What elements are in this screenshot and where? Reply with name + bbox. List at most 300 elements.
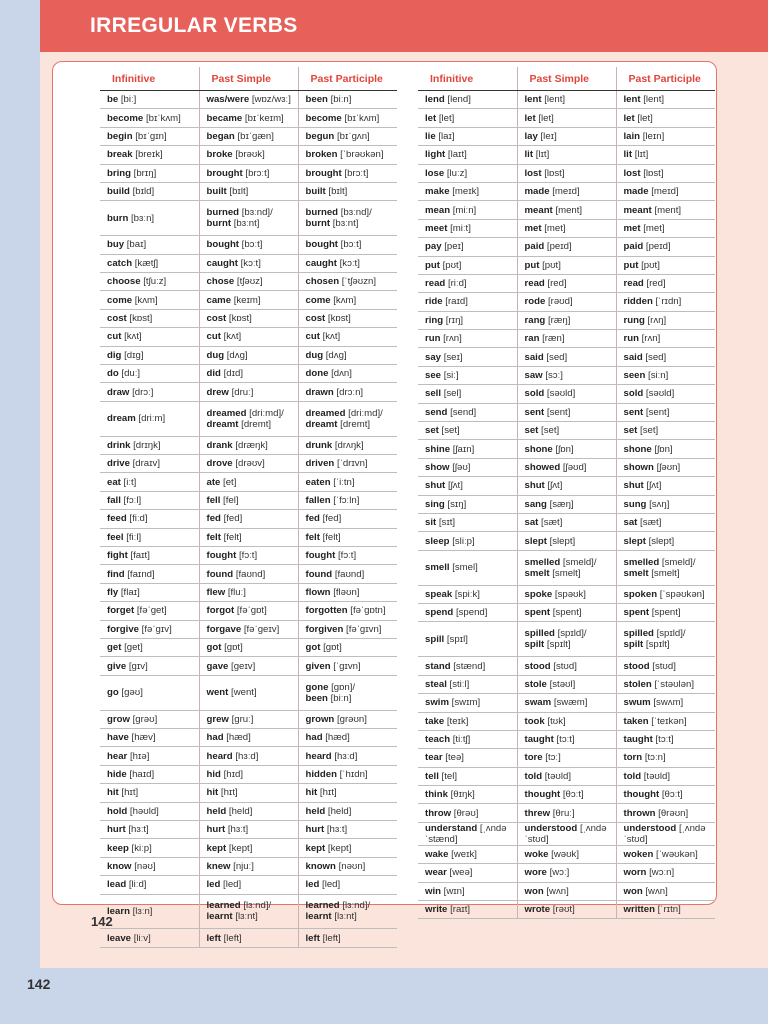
phonetic-transcription: [hɪt] <box>121 787 139 799</box>
phonetic-transcription: [dremt] <box>241 418 272 430</box>
verb-form: see <box>425 370 442 382</box>
verb-row <box>418 712 715 730</box>
phonetic-transcription: [tʊk] <box>547 715 566 727</box>
verb-form: fought <box>305 550 336 562</box>
verb-form: sat <box>524 517 539 529</box>
verb-row <box>100 857 397 875</box>
verb-form: spent <box>623 607 650 619</box>
past-participle-cell <box>616 657 715 675</box>
infinitive-cell <box>100 201 199 236</box>
verb-form: chosen <box>305 276 340 288</box>
infinitive-cell <box>418 91 517 109</box>
phonetic-transcription: [stʊd] <box>652 660 676 672</box>
past-simple-cell <box>199 876 298 894</box>
phonetic-transcription: [fəˈgɪv] <box>141 623 172 635</box>
verb-form: light <box>425 149 446 161</box>
verb-form: got <box>305 642 321 654</box>
verb-form: threw <box>524 807 551 819</box>
phonetic-transcription: [spent] <box>552 607 582 619</box>
phonetic-transcription: [drɔːn] <box>336 386 364 398</box>
phonetic-transcription: [lɜːnd]/ <box>243 900 272 912</box>
infinitive-cell <box>418 712 517 730</box>
phonetic-transcription: [miːn] <box>452 204 477 216</box>
past-simple-cell <box>517 901 616 919</box>
verb-form: burnt <box>206 218 232 230</box>
phonetic-transcription: [brɪŋ] <box>133 167 157 179</box>
infinitive-cell <box>418 604 517 622</box>
phonetic-transcription: [ʃʌt] <box>646 480 662 492</box>
infinitive-cell <box>100 876 199 894</box>
verb-form: flew <box>206 586 226 598</box>
past-participle-cell <box>298 109 397 127</box>
past-simple-cell <box>517 657 616 675</box>
phonetic-transcription: [smeld]/ <box>661 556 696 568</box>
verb-form: speak <box>425 588 453 600</box>
infinitive-cell <box>418 675 517 693</box>
verb-form: was/were <box>206 94 250 106</box>
phonetic-transcription: [driːm] <box>138 413 166 425</box>
phonetic-transcription: [geɪv] <box>231 660 256 672</box>
phonetic-transcription: [fəˈgɒtn] <box>350 605 386 617</box>
verb-form: showed <box>524 462 561 473</box>
past-simple-cell <box>199 620 298 638</box>
infinitive-cell <box>418 146 517 164</box>
phonetic-transcription: [seɪ] <box>443 351 463 363</box>
past-simple-cell <box>517 882 616 900</box>
past-participle-cell <box>298 91 397 109</box>
past-simple-cell <box>517 440 616 458</box>
phonetic-transcription: [brɔːt] <box>245 167 270 179</box>
past-participle-cell <box>298 254 397 272</box>
verb-row <box>100 109 397 127</box>
verb-form: show <box>425 462 450 473</box>
phonetic-transcription: [kʌt] <box>124 331 142 343</box>
phonetic-transcription: [set] <box>541 425 560 437</box>
phonetic-transcription: [smelt] <box>552 567 581 579</box>
verb-form: rang <box>524 314 546 326</box>
verb-form: flown <box>305 586 331 598</box>
verb-form: fly <box>107 586 119 598</box>
verb-row <box>418 495 715 513</box>
past-participle-cell <box>298 583 397 601</box>
phonetic-transcription: [fəˈgɪvn] <box>346 623 382 635</box>
header-past-participle: Past Participle <box>298 67 397 91</box>
infinitive-cell <box>418 330 517 348</box>
title-banner <box>40 0 768 52</box>
verb-row <box>100 839 397 857</box>
phonetic-transcription: [sɔː] <box>545 370 563 382</box>
phonetic-transcription: [ʃəʊ] <box>452 462 471 473</box>
past-simple-cell <box>517 730 616 748</box>
infinitive-cell <box>100 491 199 509</box>
phonetic-transcription: [ˈgɪvn] <box>333 660 361 672</box>
verb-form: cut <box>107 331 122 343</box>
phonetic-transcription: [driːmd]/ <box>348 407 383 419</box>
verb-form: read <box>425 278 446 290</box>
verb-form: spilled <box>524 628 555 640</box>
phonetic-transcription: [ˈrɪdn] <box>655 296 682 308</box>
verb-form: dreamt <box>305 418 338 430</box>
past-participle-cell <box>616 901 715 919</box>
phonetic-transcription: [meɪd] <box>552 186 580 198</box>
infinitive-cell <box>100 473 199 491</box>
phonetic-transcription: [kɒst] <box>228 312 252 324</box>
verb-row <box>418 164 715 182</box>
verbs-table-left <box>100 67 397 948</box>
phonetic-transcription: [peɪ] <box>444 241 464 253</box>
phonetic-transcription: [tiːtʃ] <box>452 734 471 746</box>
verb-form: grow <box>107 713 130 725</box>
phonetic-transcription: [grəʊ] <box>132 713 158 725</box>
verb-form: stood <box>623 660 650 672</box>
past-participle-cell <box>298 364 397 382</box>
verb-form: break <box>107 149 133 161</box>
past-participle-cell <box>298 638 397 656</box>
phonetic-transcription: [sed] <box>645 351 667 363</box>
verb-form: made <box>623 186 649 198</box>
verb-form: stand <box>425 660 451 672</box>
verb-form: lose <box>425 167 445 179</box>
verb-row <box>418 348 715 366</box>
verb-form: worn <box>623 867 647 879</box>
verb-form: give <box>107 660 127 672</box>
phonetic-transcription: [bɪld] <box>132 186 155 198</box>
verb-form: hurt <box>206 824 226 836</box>
past-simple-cell <box>199 364 298 382</box>
phonetic-transcription: [miːt] <box>450 222 471 234</box>
phonetic-transcription: [ˈwəʊkən] <box>656 849 698 861</box>
infinitive-cell <box>100 820 199 838</box>
past-participle-cell <box>616 786 715 804</box>
verb-form: shown <box>623 462 654 473</box>
past-simple-cell <box>517 403 616 421</box>
verb-row <box>418 238 715 256</box>
infinitive-cell <box>100 254 199 272</box>
past-participle-cell <box>298 127 397 145</box>
phonetic-transcription: [ˌʌndəˈstʊd] <box>524 822 607 845</box>
phonetic-transcription: [leɪn] <box>642 130 665 142</box>
phonetic-transcription: [ræŋ] <box>547 314 571 326</box>
verb-row <box>100 346 397 364</box>
past-participle-cell <box>616 403 715 421</box>
phonetic-transcription: [bɪˈgɪn] <box>135 130 167 142</box>
verb-form: drive <box>107 458 130 470</box>
phonetic-transcription: [peɪd] <box>645 241 671 253</box>
phonetic-transcription: [ʃəʊd] <box>562 462 587 473</box>
past-participle-cell <box>298 894 397 929</box>
verb-row <box>100 546 397 564</box>
verb-form: broken <box>305 149 338 161</box>
verb-row <box>418 366 715 384</box>
verb-row <box>418 330 715 348</box>
phonetic-transcription: [ˈhɪdn] <box>339 768 368 780</box>
phonetic-transcription: [siː] <box>443 370 459 382</box>
verb-form: spend <box>425 607 454 619</box>
phonetic-transcription: [siːn] <box>648 370 669 382</box>
phonetic-transcription: [kiːp] <box>131 842 152 854</box>
past-simple-cell <box>517 694 616 712</box>
verb-row <box>418 403 715 421</box>
phonetic-transcription: [drɔː] <box>132 386 154 398</box>
phonetic-transcription: [swæm] <box>553 697 588 709</box>
past-simple-cell <box>517 477 616 495</box>
verbs-table-right-body <box>418 91 715 919</box>
verb-form: held <box>305 805 326 817</box>
header-past-participle: Past Participle <box>616 67 715 91</box>
verb-form: learned <box>206 900 241 912</box>
verb-form: hurt <box>107 824 126 836</box>
verb-form: chose <box>206 276 235 288</box>
infinitive-cell <box>100 91 199 109</box>
verb-form: dream <box>107 413 136 425</box>
verb-row <box>100 729 397 747</box>
phonetic-transcription: [spɪl] <box>446 633 468 645</box>
page-number-margin: 142 <box>27 976 51 992</box>
phonetic-transcription: [rɪŋ] <box>445 314 464 326</box>
verb-form: meant <box>524 204 553 216</box>
verb-row <box>100 164 397 182</box>
phonetic-transcription: [stəʊl] <box>549 678 576 690</box>
phonetic-transcription: [θɔːt] <box>562 789 584 801</box>
phonetic-transcription: [rʌn] <box>641 333 661 345</box>
verb-form: gone <box>305 681 329 693</box>
verb-form: spilled <box>623 628 654 640</box>
past-simple-cell <box>199 765 298 783</box>
verb-form: eat <box>107 476 121 488</box>
past-participle-cell <box>616 146 715 164</box>
past-simple-cell <box>517 348 616 366</box>
verb-form: choose <box>107 276 141 288</box>
verb-form: swam <box>524 697 552 709</box>
verb-row <box>418 532 715 550</box>
verb-form: set <box>425 425 439 437</box>
past-simple-cell <box>517 495 616 513</box>
verb-form: lost <box>524 167 542 179</box>
past-simple-cell <box>517 749 616 767</box>
past-simple-cell <box>199 201 298 236</box>
phonetic-transcription: [hɜːt] <box>326 824 348 836</box>
verb-row <box>100 273 397 291</box>
verb-form: draw <box>107 386 130 398</box>
verb-form: shut <box>524 480 545 492</box>
verb-form: forgive <box>107 623 139 635</box>
infinitive-cell <box>418 348 517 366</box>
verb-form: drove <box>206 458 233 470</box>
infinitive-cell <box>100 182 199 200</box>
phonetic-transcription: [meɪd] <box>651 186 679 198</box>
phonetic-transcription: [met] <box>643 222 665 234</box>
phonetic-transcription: [spɪlt] <box>546 639 571 651</box>
past-participle-cell <box>616 712 715 730</box>
phonetic-transcription: [kept] <box>327 842 352 854</box>
verb-form: sung <box>623 498 647 510</box>
phonetic-transcription: [tɔːt] <box>556 734 575 746</box>
phonetic-transcription: [lent] <box>643 94 665 106</box>
past-simple-cell <box>517 458 616 476</box>
verb-row <box>100 383 397 401</box>
verb-row <box>100 765 397 783</box>
verb-form: shine <box>425 443 451 455</box>
phonetic-transcription: [breɪk] <box>135 149 163 161</box>
infinitive-cell <box>100 510 199 528</box>
past-participle-cell <box>616 845 715 863</box>
phonetic-transcription: [pʊt] <box>442 259 462 271</box>
verb-form: meet <box>425 222 448 234</box>
verb-form: built <box>206 186 227 198</box>
phonetic-transcription: [fɔːt] <box>338 550 357 562</box>
verb-row <box>418 219 715 237</box>
phonetic-transcription: [bɪˈkʌm] <box>344 112 380 124</box>
phonetic-transcription: [left] <box>322 932 341 944</box>
infinitive-cell <box>418 786 517 804</box>
past-simple-cell <box>517 219 616 237</box>
phonetic-transcription: [ment] <box>654 204 682 216</box>
past-simple-cell <box>517 804 616 822</box>
phonetic-transcription: [let] <box>438 112 455 124</box>
phonetic-transcription: [kʌm] <box>333 294 357 306</box>
infinitive-cell <box>100 784 199 802</box>
phonetic-transcription: [brəʊk] <box>235 149 265 161</box>
verb-form: thrown <box>623 807 656 819</box>
past-participle-cell <box>298 346 397 364</box>
verb-form: write <box>425 904 448 916</box>
verb-form: rode <box>524 296 546 308</box>
phonetic-transcription: [sliːp] <box>452 535 475 547</box>
verb-form: build <box>107 186 130 198</box>
verb-form: found <box>305 568 333 580</box>
phonetic-transcription: [let] <box>538 112 554 124</box>
verb-form: run <box>623 333 639 345</box>
phonetic-transcription: [hɜːt] <box>227 824 249 836</box>
past-simple-cell <box>517 127 616 145</box>
phonetic-transcription: [meɪk] <box>452 186 480 198</box>
phonetic-transcription: [felt] <box>223 531 242 543</box>
phonetic-transcription: [baɪ] <box>126 239 147 251</box>
phonetic-transcription: [kɔːt] <box>339 257 360 269</box>
infinitive-cell <box>100 127 199 145</box>
verb-form: paid <box>524 241 545 253</box>
verb-form: tell <box>425 770 439 782</box>
past-simple-cell <box>199 638 298 656</box>
verb-form: told <box>524 770 543 782</box>
phonetic-transcription: [θrəʊn] <box>658 807 689 819</box>
verb-form: cost <box>305 312 326 324</box>
phonetic-transcription: [ˈspəʊkən] <box>659 588 705 600</box>
verb-row <box>100 657 397 675</box>
phonetic-transcription: [gɒt] <box>323 642 342 654</box>
phonetic-transcription: [wɔː] <box>549 867 570 879</box>
verb-row <box>418 730 715 748</box>
past-simple-cell <box>517 238 616 256</box>
verb-form: drink <box>107 439 131 451</box>
verb-form: feed <box>107 513 127 525</box>
verbs-table-right <box>418 67 715 919</box>
verb-row <box>100 436 397 454</box>
verb-form: smelt <box>623 567 649 579</box>
past-simple-cell <box>517 550 616 585</box>
phonetic-transcription: [gəʊ] <box>121 687 143 699</box>
past-participle-cell <box>298 401 397 436</box>
verb-form: spilt <box>524 639 545 651</box>
verb-form: led <box>206 879 221 891</box>
verb-form: run <box>425 333 441 345</box>
phonetic-transcription: [wəʊk] <box>551 849 580 861</box>
phonetic-transcription: [sæt] <box>541 517 563 529</box>
phonetic-transcription: [brɔːt] <box>344 167 369 179</box>
verb-form: sent <box>623 406 644 418</box>
past-simple-cell <box>199 802 298 820</box>
past-simple-cell <box>517 385 616 403</box>
verb-form: left <box>305 932 320 944</box>
past-simple-cell <box>199 273 298 291</box>
phonetic-transcription: [kept] <box>228 842 253 854</box>
past-simple-cell <box>517 767 616 785</box>
phonetic-transcription: [lɪt] <box>634 149 649 161</box>
past-participle-cell <box>298 784 397 802</box>
phonetic-transcription: [səʊld] <box>645 388 675 400</box>
infinitive-cell <box>418 182 517 200</box>
verb-form: fallen <box>305 495 331 506</box>
verb-row <box>100 565 397 583</box>
verb-form: grew <box>206 713 229 725</box>
past-participle-cell <box>616 458 715 476</box>
past-simple-cell <box>517 293 616 311</box>
past-participle-cell <box>616 822 715 845</box>
infinitive-cell <box>100 383 199 401</box>
infinitive-cell <box>418 274 517 292</box>
infinitive-cell <box>100 146 199 164</box>
phonetic-transcription: [bɜːnd]/ <box>241 207 273 219</box>
verb-form: thought <box>623 789 660 801</box>
infinitive-cell <box>100 455 199 473</box>
verb-form: swim <box>425 697 449 709</box>
verb-form: hit <box>107 787 119 799</box>
phonetic-transcription: [lɜːn] <box>132 905 153 917</box>
phonetic-transcription: [ˌʌndəˈstʊd] <box>623 822 706 845</box>
past-participle-cell <box>298 839 397 857</box>
past-participle-cell <box>616 348 715 366</box>
phonetic-transcription: [lɜːnd]/ <box>342 900 371 912</box>
phonetic-transcription: [biːn] <box>330 692 352 704</box>
past-participle-cell <box>616 256 715 274</box>
phonetic-transcription: [biː] <box>120 94 137 106</box>
past-participle-cell <box>298 602 397 620</box>
phonetic-transcription: [ʃʌt] <box>447 480 463 492</box>
phonetic-transcription: [left] <box>223 932 242 944</box>
past-participle-cell <box>616 238 715 256</box>
phonetic-transcription: [fel] <box>223 495 239 506</box>
verb-form: felt <box>305 531 320 543</box>
verb-form: dreamed <box>206 407 247 419</box>
past-simple-cell <box>199 309 298 327</box>
past-simple-cell <box>199 565 298 583</box>
header-infinitive: Infinitive <box>100 67 199 91</box>
verb-form: ran <box>524 333 540 345</box>
phonetic-transcription: [went] <box>231 687 257 699</box>
infinitive-cell <box>418 256 517 274</box>
phonetic-transcription: [liːd] <box>128 879 147 891</box>
past-participle-cell <box>616 274 715 292</box>
past-participle-cell <box>298 491 397 509</box>
past-participle-cell <box>298 710 397 728</box>
phonetic-transcription: [ʃaɪn] <box>452 443 475 455</box>
infinitive-cell <box>418 495 517 513</box>
past-participle-cell <box>616 366 715 384</box>
verb-form: been <box>305 94 328 106</box>
phonetic-transcription: [sɪt] <box>438 517 456 529</box>
past-simple-cell <box>517 366 616 384</box>
verb-row <box>100 254 397 272</box>
